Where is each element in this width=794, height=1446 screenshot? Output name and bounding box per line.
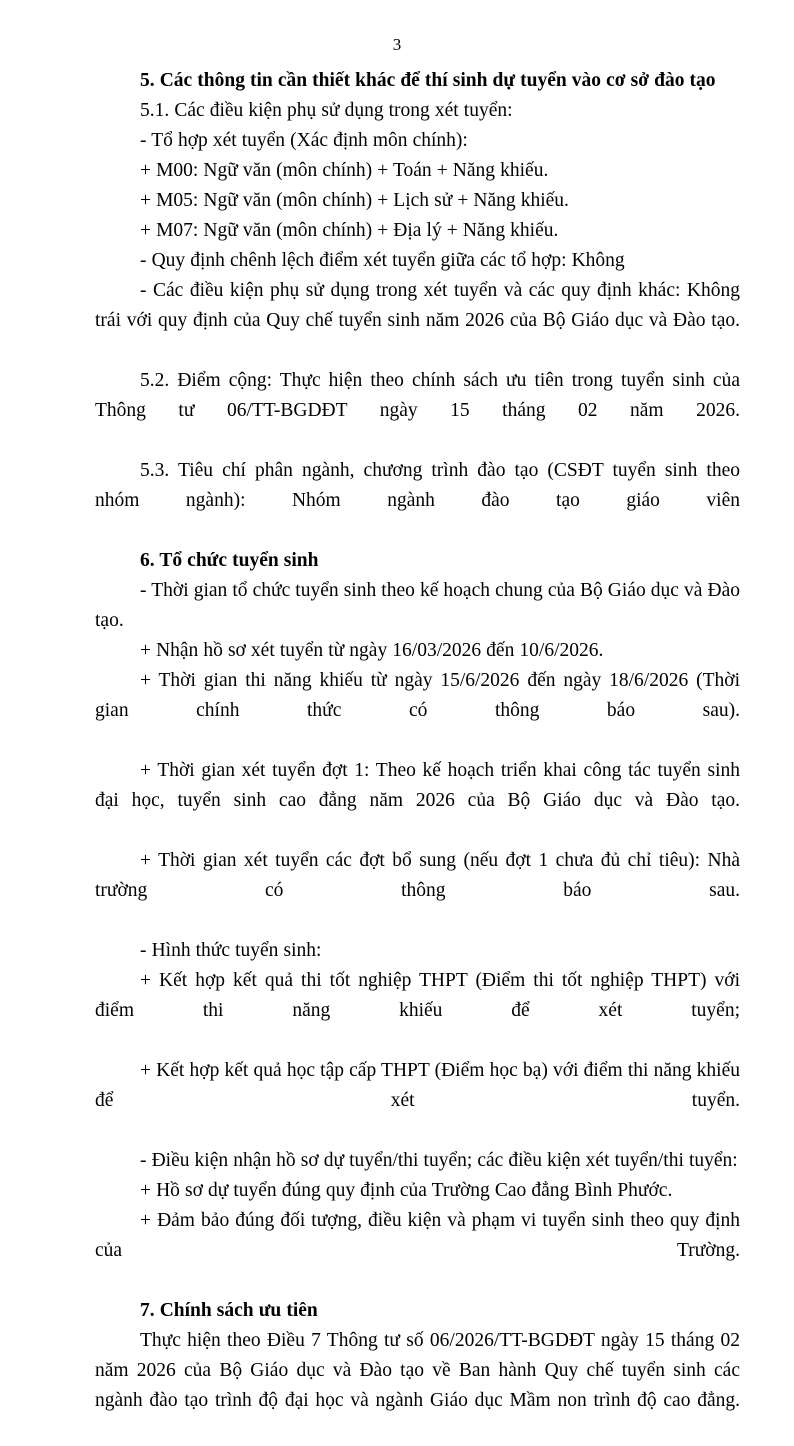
heading-5: 5. Các thông tin cần thiết khác để thí sinh dự tuyển vào cơ sở đào tạo (140, 70, 716, 91)
document-body (95, 66, 740, 1446)
para-m05: + M05: Ngữ văn (môn chính) + Lịch sử + Năng khiếu. (140, 190, 569, 211)
para-ket-hop-hoc-ba: + Kết hợp kết quả học tập cấp THPT (Điểm học bạ) với điểm thi năng khiếu để xét tuyển. (95, 1060, 740, 1111)
para-5-1: 5.1. Các điều kiện phụ sử dụng trong xét tuyển: (140, 100, 513, 121)
para-quy-dinh-chenh-lech: - Quy định chênh lệch điểm xét tuyển giữa các tổ hợp: Không (140, 250, 625, 271)
para-ket-hop-thi-tn: + Kết hợp kết quả thi tốt nghiệp THPT (Điểm thi tốt nghiệp THPT) với điểm thi năng khiếu để xét tuyển; (95, 970, 740, 1021)
para-hinh-thuc: - Hình thức tuyển sinh: (140, 940, 322, 961)
para-nhan-ho-so: + Nhận hồ sơ xét tuyển từ ngày 16/03/2026 đến 10/6/2026. (140, 640, 604, 661)
para-5-3: 5.3. Tiêu chí phân ngành, chương trình đào tạo (CSĐT tuyển sinh theo nhóm ngành): Nhóm ngành đào tạo giáo viên (95, 460, 740, 511)
para-to-hop: - Tổ hợp xét tuyển (Xác định môn chính): (140, 130, 468, 151)
para-chinh-sach-uu-tien: Thực hiện theo Điều 7 Thông tư số 06/2026/TT-BGDĐT ngày 15 tháng 02 năm 2026 của Bộ Giáo dục và Đào tạo về Ban hành Quy chế tuyển sinh các ngành đào tạo trình độ đại học và ngành Giáo dục Mầm non trình độ cao đẳng. (95, 1330, 740, 1411)
para-dam-bao-dung-doi-tuong: + Đảm bảo đúng đối tượng, điều kiện và phạm vi tuyển sinh theo quy định của Trường. (95, 1210, 740, 1261)
para-xet-tuyen-bo-sung: + Thời gian xét tuyển các đợt bổ sung (nếu đợt 1 chưa đủ chỉ tiêu): Nhà trường có thông báo sau. (95, 850, 740, 901)
para-m00: + M00: Ngữ văn (môn chính) + Toán + Năng khiếu. (140, 160, 549, 181)
page-number: 3 (392, 35, 402, 54)
para-m07: + M07: Ngữ văn (môn chính) + Địa lý + Năng khiếu. (140, 220, 559, 241)
para-xet-tuyen-dot-1: + Thời gian xét tuyển đợt 1: Theo kế hoạch triển khai công tác tuyển sinh đại học, tuyển sinh cao đẳng năm 2026 của Bộ Giáo dục và Đào tạo. (95, 760, 740, 811)
heading-7: 7. Chính sách ưu tiên (140, 1300, 318, 1321)
para-dieu-kien-nhan-ho-so: - Điều kiện nhận hồ sơ dự tuyển/thi tuyển; các điều kiện xét tuyển/thi tuyển: (140, 1150, 738, 1171)
heading-6: 6. Tổ chức tuyển sinh (140, 550, 319, 571)
para-dieu-kien-phu: - Các điều kiện phụ sử dụng trong xét tuyển và các quy định khác: Không trái với quy định của Quy chế tuyển sinh năm 2026 của Bộ Giáo dục và Đào tạo. (95, 280, 740, 331)
para-ho-so-dung-quy-dinh: + Hồ sơ dự tuyển đúng quy định của Trường Cao đẳng Bình Phước. (140, 1180, 673, 1201)
para-thi-nang-khieu: + Thời gian thi năng khiếu từ ngày 15/6/2026 đến ngày 18/6/2026 (Thời gian chính thức có thông báo sau). (95, 670, 740, 721)
para-thoi-gian-to-chuc: - Thời gian tổ chức tuyển sinh theo kế hoạch chung của Bộ Giáo dục và Đào tạo. (95, 580, 740, 631)
para-5-2: 5.2. Điểm cộng: Thực hiện theo chính sách ưu tiên trong tuyển sinh của Thông tư 06/TT-BGDĐT ngày 15 tháng 02 năm 2026. (95, 370, 740, 421)
